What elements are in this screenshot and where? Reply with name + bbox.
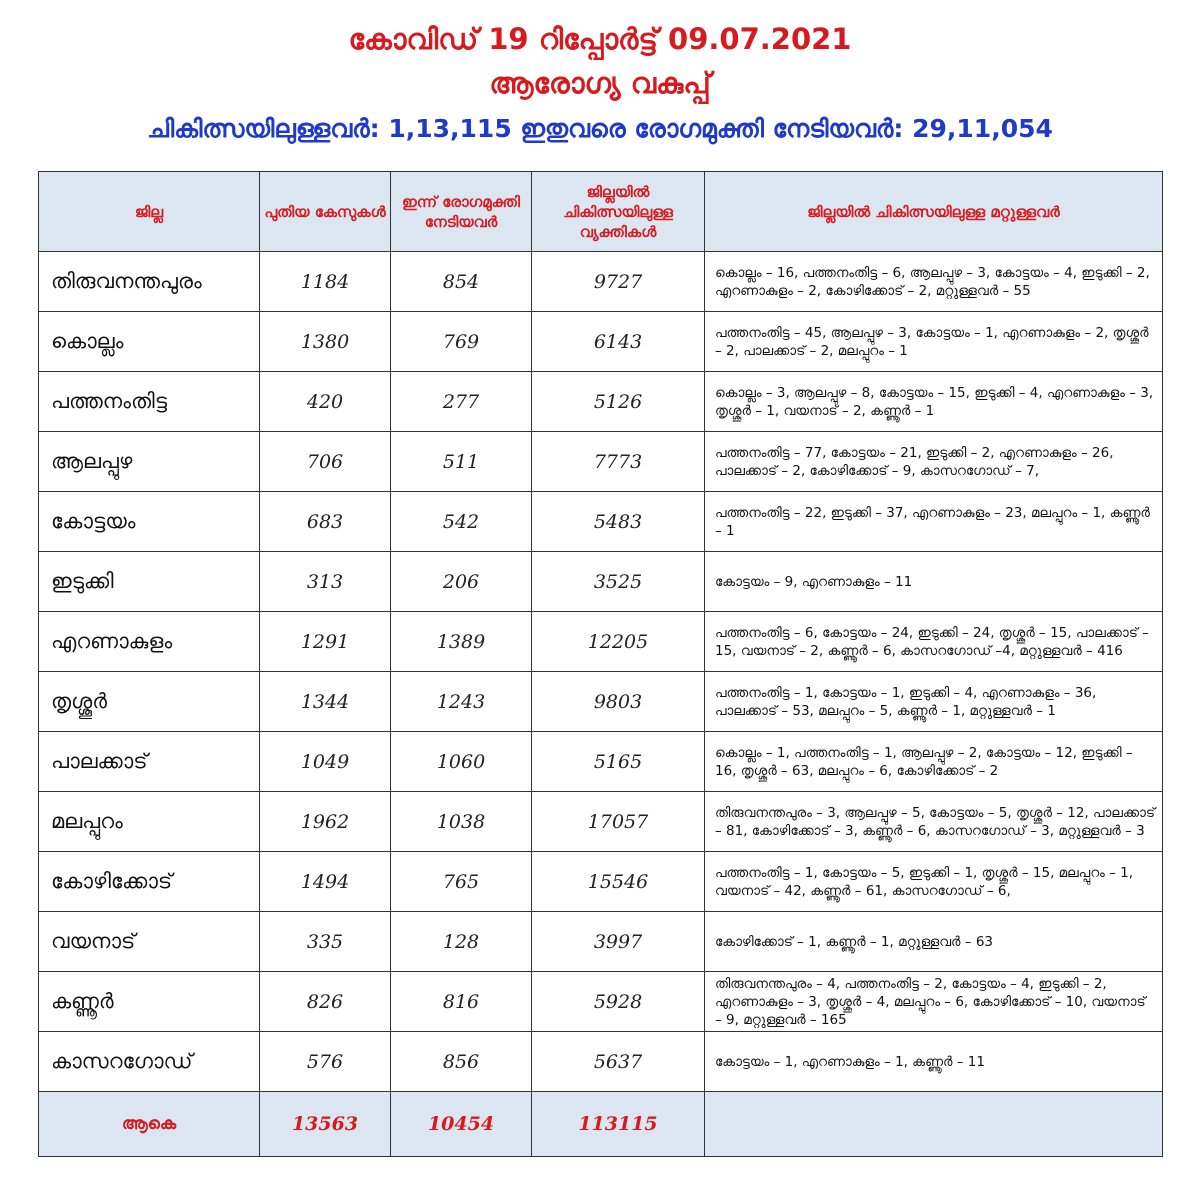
table-row	[39, 312, 1163, 372]
header-under-treatment: ജില്ലയിൽ ചികിത്സയിലുള്ള വ്യക്തികൾ	[532, 172, 705, 252]
total-new-cases: 13563	[260, 1092, 391, 1157]
cell-others: കോഴിക്കോട് – 1, കണ്ണൂർ – 1, മറ്റുള്ളവർ – 63	[705, 912, 1163, 972]
cell-district: പത്തനംതിട്ട	[39, 372, 260, 432]
cell-district: കണ്ണൂർ	[39, 972, 260, 1032]
cell-under-treatment: 9803	[532, 672, 705, 732]
cell-district: കോഴിക്കോട്	[39, 852, 260, 912]
header-district: ജില്ല	[39, 172, 260, 252]
table-row	[39, 492, 1163, 552]
total-under-treatment: 113115	[532, 1092, 705, 1157]
table-row	[39, 252, 1163, 312]
cell-others: പത്തനംതിട്ട – 77, കോട്ടയം – 21, ഇടുക്കി – 2, എറണാകുളം – 26, പാലക്കാട് – 2, കോഴിക്കോട് – 9, കാസറഗോഡ് – 7,	[705, 432, 1163, 492]
cell-recovered: 542	[391, 492, 532, 552]
cell-under-treatment: 3997	[532, 912, 705, 972]
cell-under-treatment: 5928	[532, 972, 705, 1032]
header-others: ജില്ലയിൽ ചികിത്സയിലുള്ള മറ്റുള്ളവർ	[705, 172, 1163, 252]
cell-recovered: 1038	[391, 792, 532, 852]
table-body	[39, 252, 1163, 1092]
cell-under-treatment: 6143	[532, 312, 705, 372]
cell-new-cases: 1291	[260, 612, 391, 672]
cell-district: കാസറഗോഡ്	[39, 1032, 260, 1092]
cell-under-treatment: 3525	[532, 552, 705, 612]
cell-others: പത്തനംതിട്ട – 1, കോട്ടയം – 5, ഇടുക്കി – 1, തൃശ്ശൂർ – 15, മലപ്പുറം – 1, വയനാട് – 42, കണ്ണൂർ – 61, കാസറഗോഡ് – 6,	[705, 852, 1163, 912]
cell-recovered: 765	[391, 852, 532, 912]
table-header	[39, 172, 1163, 252]
cell-under-treatment: 17057	[532, 792, 705, 852]
cell-new-cases: 1962	[260, 792, 391, 852]
cell-new-cases: 420	[260, 372, 391, 432]
cell-recovered: 206	[391, 552, 532, 612]
table-row	[39, 912, 1163, 972]
table-row	[39, 1032, 1163, 1092]
cell-recovered: 511	[391, 432, 532, 492]
cell-district: കൊല്ലം	[39, 312, 260, 372]
cell-new-cases: 826	[260, 972, 391, 1032]
table-row	[39, 612, 1163, 672]
cell-recovered: 856	[391, 1032, 532, 1092]
cell-new-cases: 335	[260, 912, 391, 972]
table-row	[39, 972, 1163, 1032]
cell-under-treatment: 12205	[532, 612, 705, 672]
table-row	[39, 372, 1163, 432]
cell-others: തിരുവനന്തപുരം – 4, പത്തനംതിട്ട – 2, കോട്ടയം – 4, ഇടുക്കി – 2, എറണാകുളം – 3, തൃശ്ശൂർ – 4, മലപ്പുറം – 6, കോഴിക്കോട് – 10, വയനാട് – 9, മറ്റുള്ളവർ – 165	[705, 972, 1163, 1032]
cell-recovered: 816	[391, 972, 532, 1032]
cell-under-treatment: 5483	[532, 492, 705, 552]
cell-recovered: 128	[391, 912, 532, 972]
total-others	[705, 1092, 1163, 1157]
cell-others: കോട്ടയം – 9, എറണാകുളം – 11	[705, 552, 1163, 612]
cell-district: പാലക്കാട്	[39, 732, 260, 792]
cell-new-cases: 1494	[260, 852, 391, 912]
cell-new-cases: 706	[260, 432, 391, 492]
table-row	[39, 552, 1163, 612]
cell-new-cases: 313	[260, 552, 391, 612]
cell-under-treatment: 9727	[532, 252, 705, 312]
cell-new-cases: 1184	[260, 252, 391, 312]
cell-new-cases: 1380	[260, 312, 391, 372]
cell-district: കോട്ടയം	[39, 492, 260, 552]
cell-others: പത്തനംതിട്ട – 1, കോട്ടയം – 1, ഇടുക്കി – 4, എറണാകുളം – 36, പാലക്കാട് – 53, മലപ്പുറം – 5, കണ്ണൂർ – 1, മറ്റുള്ളവർ – 1	[705, 672, 1163, 732]
header-recovered-today: ഇന്ന് രോഗമുക്തി നേടിയവർ	[391, 172, 532, 252]
total-label: ആകെ	[39, 1092, 260, 1157]
cell-under-treatment: 7773	[532, 432, 705, 492]
total-row	[39, 1092, 1163, 1157]
cell-others: തിരുവനന്തപുരം – 3, ആലപ്പുഴ – 5, കോട്ടയം – 5, തൃശ്ശൂർ – 12, പാലക്കാട് – 81, കോഴിക്കോട് – 3, കണ്ണൂർ – 6, കാസറഗോഡ് – 3, മറ്റുള്ളവർ – 3	[705, 792, 1163, 852]
cell-others: കോട്ടയം – 1, എറണാകുളം – 1, കണ്ണൂർ – 11	[705, 1032, 1163, 1092]
cell-others: പത്തനംതിട്ട – 22, ഇടുക്കി – 37, എറണാകുളം – 23, മലപ്പുറം – 1, കണ്ണൂർ – 1	[705, 492, 1163, 552]
report-title: കോവിഡ് 19 റിപ്പോർട്ട് 09.07.2021	[348, 22, 852, 56]
cell-district: തൃശ്ശൂർ	[39, 672, 260, 732]
cell-recovered: 1389	[391, 612, 532, 672]
table-row	[39, 852, 1163, 912]
cell-others: കൊല്ലം – 1, പത്തനംതിട്ട – 1, ആലപ്പുഴ – 2, കോട്ടയം – 12, ഇടുക്കി – 16, തൃശ്ശൂർ – 63, മലപ്പുറം – 6, കോഴിക്കോട് – 2	[705, 732, 1163, 792]
table-row	[39, 432, 1163, 492]
cell-under-treatment: 5637	[532, 1032, 705, 1092]
cell-recovered: 277	[391, 372, 532, 432]
cell-others: കൊല്ലം – 16, പത്തനംതിട്ട – 6, ആലപ്പുഴ – 3, കോട്ടയം – 4, ഇടുക്കി – 2, എറണാകുളം – 2, കോഴിക്കോട് – 2, മറ്റുള്ളവർ – 55	[705, 252, 1163, 312]
district-table	[38, 171, 1163, 1157]
table-row	[39, 672, 1163, 732]
total-recovered: 10454	[391, 1092, 532, 1157]
table-footer	[39, 1092, 1163, 1157]
cell-recovered: 854	[391, 252, 532, 312]
cell-new-cases: 1344	[260, 672, 391, 732]
cell-new-cases: 1049	[260, 732, 391, 792]
cell-recovered: 769	[391, 312, 532, 372]
cell-district: വയനാട്	[39, 912, 260, 972]
cell-district: ഇടുക്കി	[39, 552, 260, 612]
cell-district: ആലപ്പുഴ	[39, 432, 260, 492]
cell-district: തിരുവനന്തപുരം	[39, 252, 260, 312]
cell-under-treatment: 5126	[532, 372, 705, 432]
cell-recovered: 1243	[391, 672, 532, 732]
cell-under-treatment: 5165	[532, 732, 705, 792]
cell-recovered: 1060	[391, 732, 532, 792]
cell-under-treatment: 15546	[532, 852, 705, 912]
table-row	[39, 732, 1163, 792]
header-new-cases: പുതിയ കേസുകൾ	[260, 172, 391, 252]
cell-district: എറണാകുളം	[39, 612, 260, 672]
cell-others: പത്തനംതിട്ട – 6, കോട്ടയം – 24, ഇടുക്കി – 24, തൃശ്ശൂർ – 15, പാലക്കാട് – 15, വയനാട് – 2, കണ്ണൂർ – 6, കാസറഗോഡ് –4, മറ്റുള്ളവർ – 416	[705, 612, 1163, 672]
summary-line: ചികിത്സയിലുള്ളവർ: 1,13,115 ഇതുവരെ രോഗമുക്തി നേടിയവർ: 29,11,054	[147, 114, 1053, 143]
cell-new-cases: 683	[260, 492, 391, 552]
cell-others: കൊല്ലം – 3, ആലപ്പുഴ – 8, കോട്ടയം – 15, ഇടുക്കി – 4, എറണാകുളം – 3, തൃശ്ശൂർ – 1, വയനാട് – 2, കണ്ണൂർ – 1	[705, 372, 1163, 432]
cell-others: പത്തനംതിട്ട – 45, ആലപ്പുഴ – 3, കോട്ടയം – 1, എറണാകുളം – 2, തൃശ്ശൂർ – 2, പാലക്കാട് – 2, മലപ്പുറം – 1	[705, 312, 1163, 372]
table-row	[39, 792, 1163, 852]
department-name: ആരോഗ്യ വകുപ്പ്	[489, 66, 711, 100]
cell-new-cases: 576	[260, 1032, 391, 1092]
cell-district: മലപ്പുറം	[39, 792, 260, 852]
